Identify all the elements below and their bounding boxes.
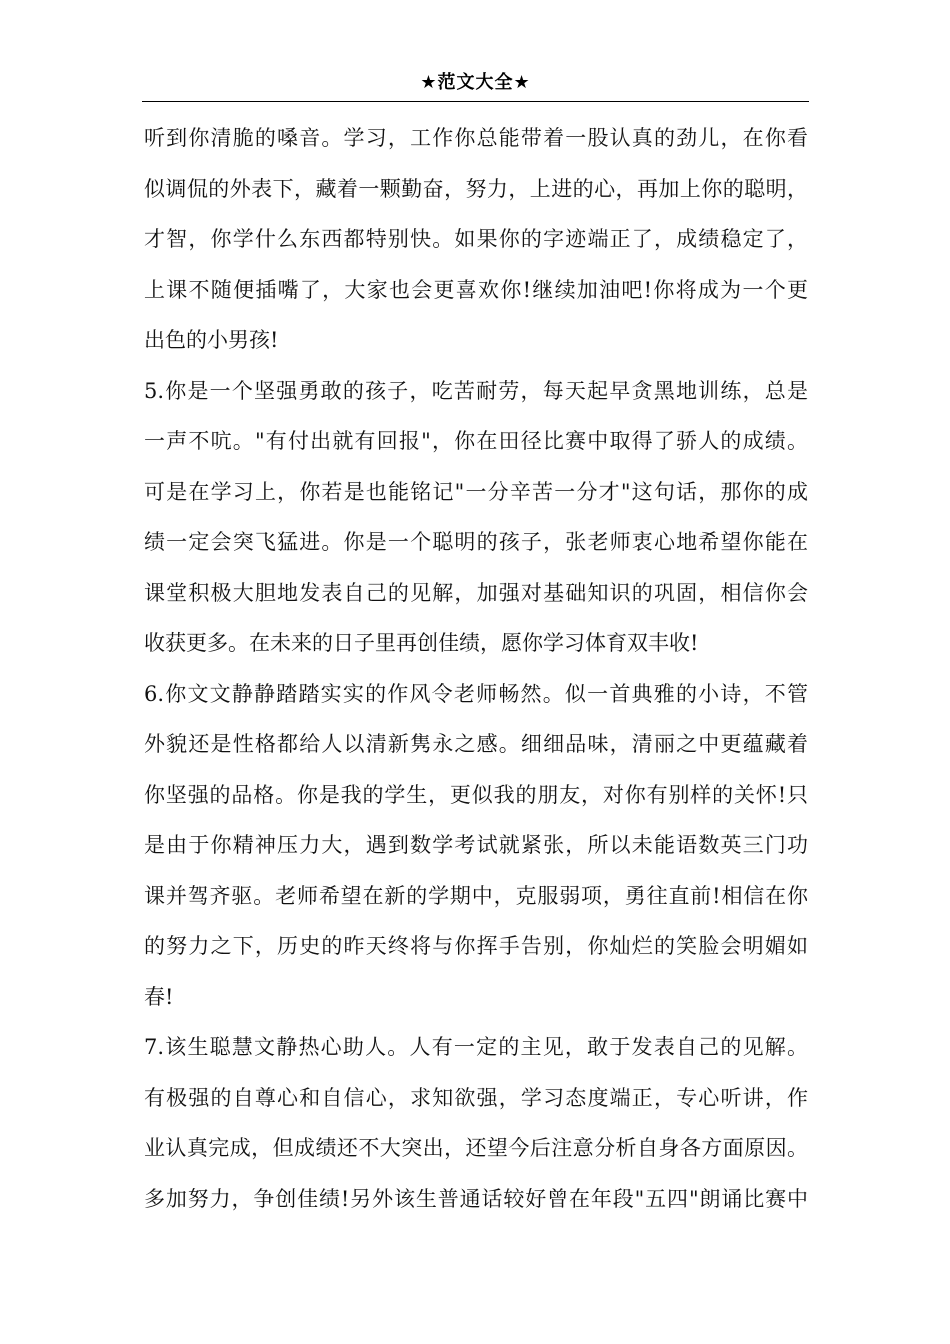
text-line: 有极强的自尊心和自信心，求知欲强，学习态度端正，专心听讲，作	[144, 1085, 808, 1110]
text-line: 才智，你学什么东西都特别快。如果你的字迹端正了，成绩稳定了，	[144, 227, 808, 251]
text-line: 绩一定会突飞猛进。你是一个聪明的孩子，张老师衷心地希望你能在	[144, 530, 808, 554]
text-line: 可是在学习上，你若是也能铭记"一分辛苦一分才"这句话，那你的成	[144, 479, 808, 504]
text-line: 课堂积极大胆地发表自己的见解，加强对基础知识的巩固，相信你会	[144, 580, 808, 605]
page-header	[142, 62, 809, 102]
text-line: 一声不吭。"有付出就有回报"，你在田径比赛中取得了骄人的成绩。	[144, 429, 808, 453]
text-line: 5.你是一个坚强勇敢的孩子，吃苦耐劳，每天起早贪黑地训练，总是	[144, 378, 808, 403]
text-line: 春!	[144, 984, 174, 1009]
text-line: 上课不随便插嘴了，大家也会更喜欢你!继续加油吧!你将成为一个更	[144, 277, 808, 302]
text-line: 是由于你精神压力大，遇到数学考试就紧张，所以未能语数英三门功	[144, 833, 808, 857]
document-body	[144, 120, 808, 1231]
text-line: 多加努力，争创佳绩!另外该生普通话较好曾在年段"五四"朗诵比赛中	[144, 1186, 808, 1211]
text-line: 你坚强的品格。你是我的学生，更似我的朋友，对你有别样的关怀!只	[144, 782, 808, 807]
text-line: 6.你文文静静踏踏实实的作风令老师畅然。似一首典雅的小诗，不管	[144, 681, 808, 706]
text-line: 的努力之下，历史的昨天终将与你挥手告别，你灿烂的笑脸会明媚如	[144, 934, 808, 958]
text-line: 业认真完成，但成绩还不大突出，还望今后注意分析自身各方面原因。	[144, 1136, 808, 1160]
text-line: 7.该生聪慧文静热心助人。人有一定的主见，敢于发表自己的见解。	[144, 1035, 808, 1059]
text-line: 出色的小男孩!	[144, 328, 279, 352]
text-line: 外貌还是性格都给人以清新隽永之感。细细品味，清丽之中更蕴藏着	[144, 732, 808, 756]
text-line: 似调侃的外表下，藏着一颗勤奋，努力，上进的心，再加上你的聪明，	[144, 176, 808, 201]
text-line: 听到你清脆的嗓音。学习，工作你总能带着一股认真的劲儿，在你看	[144, 126, 808, 150]
text-line: 收获更多。在未来的日子里再创佳绩，愿你学习体育双丰收!	[144, 631, 699, 655]
page-title: ★范文大全★	[420, 72, 531, 93]
text-line: 课并驾齐驱。老师希望在新的学期中，克服弱项，勇往直前!相信在你	[144, 883, 808, 908]
